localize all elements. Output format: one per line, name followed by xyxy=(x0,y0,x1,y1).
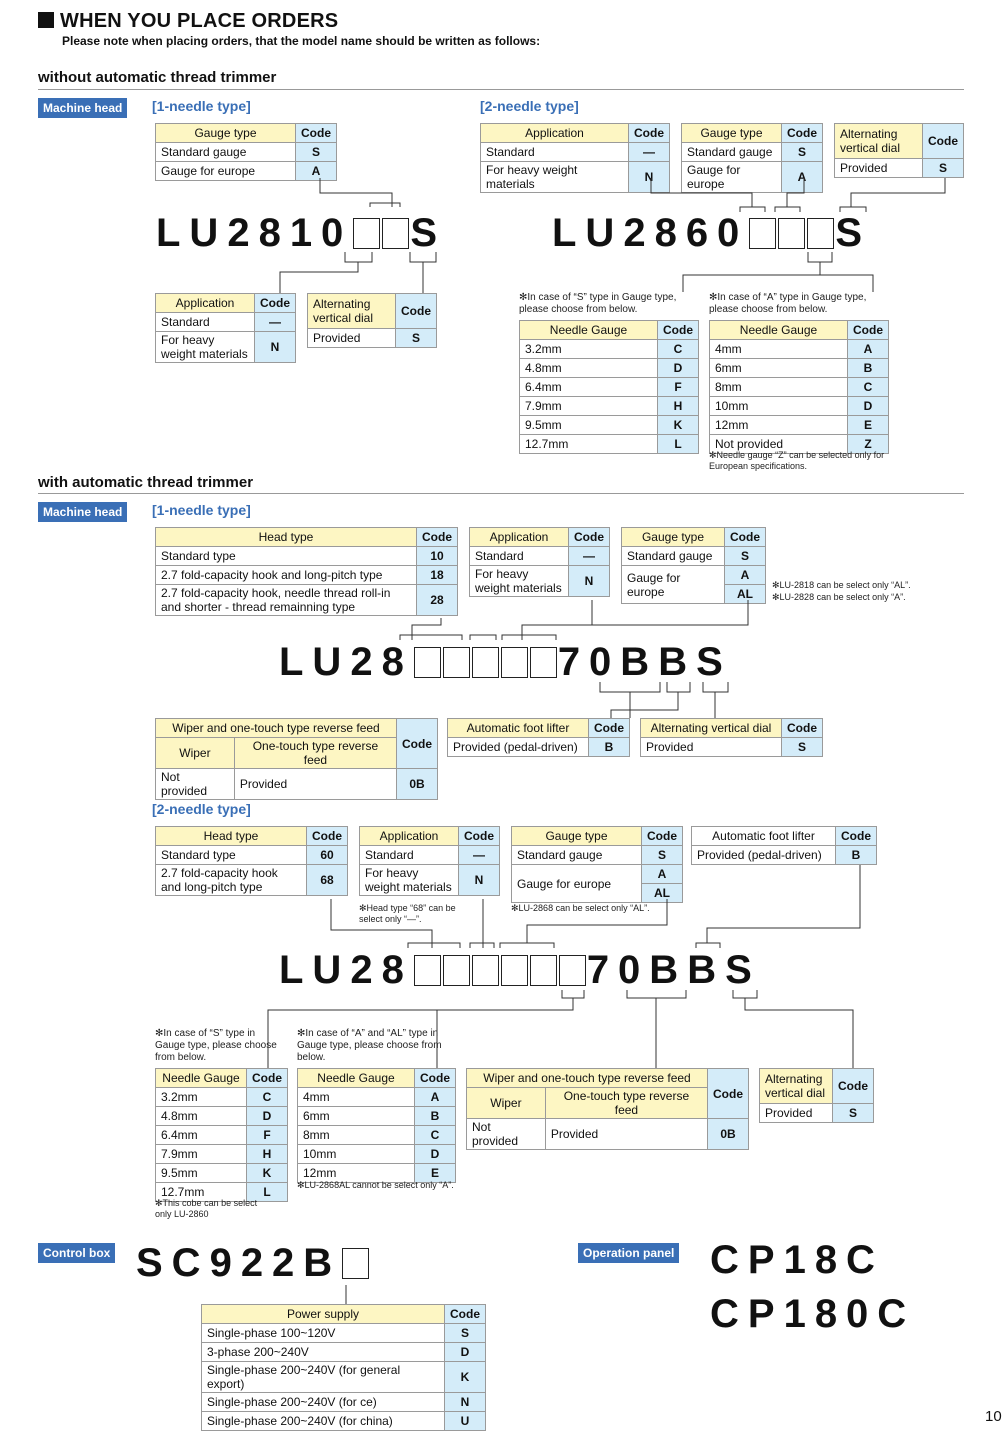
model-cp180c: CP180C xyxy=(710,1292,916,1336)
two-needle-label: [2-needle type] xyxy=(152,801,251,817)
alternating-dial-table: Alternating vertical dial Code Provided S xyxy=(834,123,964,178)
model-lu2810: LU2810 S xyxy=(156,211,446,255)
note-s-type: ✻In case of “S” type in Gauge type, please choose from below. xyxy=(155,1028,277,1063)
wiper-table: Wiper and one-touch type reverse feed Code Wiper One-touch type reverse feed Not provided Provided 0B xyxy=(466,1068,749,1150)
page-title: WHEN YOU PLACE ORDERS xyxy=(38,10,338,33)
application-table: Application Code Standard — For heavy weight materials N xyxy=(359,826,500,896)
power-supply-table: Power supply Code Single-phase 100~120V S 3-phase 200~240V D Single-phase 200~240V (for general export) K Single-phase 200~240V (for ce) N Single-phase 200~240V (for china) U xyxy=(201,1304,486,1431)
note-a-type: ✻In case of “A” and “AL” type in Gauge type, please choose from below. xyxy=(297,1028,442,1063)
head-type-table: Head type Code Standard type 10 2.7 fold-capacity hook and long-pitch type 18 2.7 fold-capacity hook, needle thread roll-in and shorter - thread remainning type 28 xyxy=(155,527,458,616)
needle-gauge-s-table: Needle Gauge Code 3.2mm C 4.8mm D 6.4mm F 7.9mm H 9.5mm K 12.7mm L xyxy=(519,320,699,454)
head-type-table: Head type Code Standard type 60 2.7 fold-capacity hook and long-pitch type 68 xyxy=(155,826,348,896)
one-needle-label: [1-needle type] xyxy=(152,502,251,518)
machine-head-badge: Machine head xyxy=(38,502,127,522)
needle-a-note: ✻LU-2868AL cannot be select only “A”. xyxy=(297,1180,454,1190)
model-lu2860: LU2860 S xyxy=(552,211,871,255)
model-cp18c: CP18C xyxy=(710,1238,884,1282)
section-title-with-trimmer: with automatic thread trimmer xyxy=(38,474,254,491)
foot-lifter-table: Automatic foot lifter Code Provided (pedal-driven) B xyxy=(691,826,877,865)
page-number: 10 xyxy=(985,1408,1002,1425)
gauge-type-table: Gauge type Code Standard gauge S Gauge for europe A AL xyxy=(621,527,766,604)
needle-gauge-s-table: Needle Gauge Code 3.2mm C 4.8mm D 6.4mm F 7.9mm H 9.5mm K 12.7mm L xyxy=(155,1068,288,1202)
head-68-note: ✻Head type “68” can be select only “—”. xyxy=(359,903,456,924)
operation-panel-badge: Operation panel xyxy=(578,1243,679,1263)
application-table: Application Code Standard — For heavy weight materials N xyxy=(155,293,296,363)
application-table: Application Code Standard — For heavy weight materials N xyxy=(480,123,670,193)
foot-lifter-table: Automatic foot lifter Code Provided (pedal-driven) B xyxy=(447,718,630,757)
needle-gauge-a-table: Needle Gauge Code 4mm A 6mm B 8mm C 10mm D 12mm E xyxy=(297,1068,456,1183)
alternating-dial-table: Alternating vertical dial Code Provided S xyxy=(307,293,437,348)
one-needle-label: [1-needle type] xyxy=(152,98,251,114)
machine-head-badge: Machine head xyxy=(38,98,127,118)
control-box-badge: Control box xyxy=(38,1243,115,1263)
gauge-note-2828: ✻LU-2828 can be select only “A”. xyxy=(772,592,906,602)
section-title-without-trimmer: without automatic thread trimmer xyxy=(38,69,277,86)
model-lu28-1needle: LU28 70BBS xyxy=(279,640,732,684)
model-lu28-2needle: LU28 70BBS xyxy=(279,948,761,992)
gauge-type-table: Gauge type Code Standard gauge S Gauge for europe A xyxy=(155,123,337,181)
gauge-type-table: Gauge type Code Standard gauge S Gauge for europe A xyxy=(681,123,823,193)
model-sc922b: SC922B xyxy=(136,1241,370,1285)
wiper-table: Wiper and one-touch type reverse feed Code Wiper One-touch type reverse feed Not provided Provided 0B xyxy=(155,718,438,800)
needle-gauge-a-table: Needle Gauge Code 4mm A 6mm B 8mm C 10mm D 12mm E Not provided Z xyxy=(709,320,889,454)
note-s-type: ✻In case of “S” type in Gauge type, please choose from below. xyxy=(519,292,677,315)
page-subtitle: Please note when placing orders, that the model name should be written as follows: xyxy=(62,34,541,48)
gauge-note-2818: ✻LU-2818 can be select only “AL”. xyxy=(772,580,911,590)
note-a-type: ✻In case of “A” type in Gauge type, please choose from below. xyxy=(709,292,867,315)
note-z: ✻Needle gauge “Z” can be selected only for European specifications. xyxy=(709,450,885,471)
alternating-dial-table: Alternating vertical dial Code Provided S xyxy=(640,718,823,757)
application-table: Application Code Standard — For heavy weight materials N xyxy=(469,527,610,597)
needle-s-note: ✻This cobe can be select only LU-2860 xyxy=(155,1198,258,1219)
gauge-type-table: Gauge type Code Standard gauge S Gauge for europe A AL xyxy=(511,826,683,903)
two-needle-label: [2-needle type] xyxy=(480,98,579,114)
gauge-2868-note: ✻LU-2868 can be select only “AL”. xyxy=(511,903,650,913)
alternating-dial-table: Alternating vertical dial Code Provided S xyxy=(759,1068,874,1123)
